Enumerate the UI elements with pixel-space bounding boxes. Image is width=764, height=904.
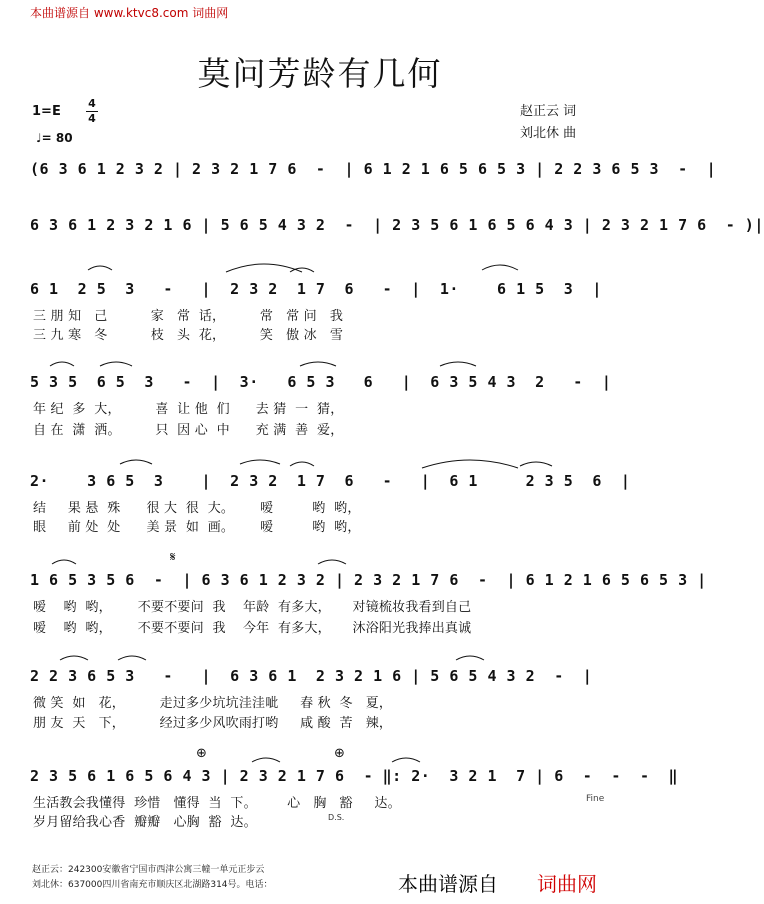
lyric-line: 生活教会我懂得 珍惜 懂得 当 下。 心 胸 豁 达。 — [33, 796, 401, 811]
slur — [226, 264, 302, 272]
song-title: 莫问芳龄有几何 — [197, 54, 443, 93]
ds-label: D.S. — [328, 813, 345, 822]
slur — [100, 362, 132, 366]
slur — [60, 656, 88, 660]
fine-label: Fine — [586, 794, 605, 804]
lyric-line: 自 在 潇 洒。 只 因 心 中 充 满 善 爱， — [33, 423, 344, 438]
slur — [120, 460, 152, 464]
lyric-line: 三 九 寒 冬 枝 头 花， 笑 傲 冰 雪 — [33, 328, 344, 343]
slur — [456, 656, 484, 660]
slur — [240, 460, 280, 464]
watermark-right: 词曲网 — [537, 872, 597, 896]
coda-icon: ⊕ — [334, 746, 345, 761]
slur — [520, 462, 552, 466]
site-header: 本曲谱源自 www.ktvc8.com 词曲网 — [30, 6, 229, 20]
slur — [252, 758, 280, 762]
lyric-line: 嗳 哟 哟， 不要不要问 我 今年 有多大， 沐浴阳光我捧出真诚 — [33, 621, 472, 636]
slur — [300, 362, 336, 366]
lyric-line: 微 笑 如 花， 走过多少坑坑洼洼呲 春 秋 冬 夏， — [33, 696, 393, 711]
slur — [392, 758, 420, 762]
slur — [440, 362, 476, 366]
key-signature: 1=E — [32, 104, 61, 119]
score-line-1: (6 3 6 1 2 3 2 | 2 3 2 1 7 6 - | 6 1 2 1 6 5 6 5 3 | 2 2 3 6 5 3 - | — [30, 160, 717, 178]
score-line-8: 2 3 5 6 1 6 5 6 4 3 | 2 3 2 1 7 6 - ‖: 2· 3 2 1 7 | 6 - - - ‖ — [30, 767, 679, 785]
coda-icon: ⊕ — [196, 746, 207, 761]
composer-credit: 刘北休 曲 — [520, 126, 577, 141]
time-signature-bottom: 4 — [88, 112, 96, 125]
lyric-line: 眼 前 处 处 美 景 如 画。 嗳 哟 哟， — [33, 520, 361, 535]
slur — [118, 656, 146, 660]
lyric-line: 嗳 哟 哟， 不要不要问 我 年龄 有多大， 对镜梳妆我看到自己 — [33, 600, 472, 615]
score-line-6: 1 6 5 3 5 6 - | 6 3 6 1 2 3 2 | 2 3 2 1 7 6 - | 6 1 2 1 6 5 6 5 3 | — [30, 571, 707, 589]
score-line-4: 5 3 5 6 5 3 - | 3· 6 5 3 6 | 6 3 5 4 3 2 - | — [30, 373, 612, 391]
score-line-7: 2 2 3 6 5 3 - | 6 3 6 1 2 3 2 1 6 | 5 6 5 4 3 2 - | — [30, 667, 593, 685]
score-line-2: 6 3 6 1 2 3 2 1 6 | 5 6 5 4 3 2 - | 2 3 5 6 1 6 5 6 4 3 | 2 3 2 1 7 6 - )| — [30, 216, 764, 234]
slur — [88, 266, 112, 270]
time-signature-top: 4 — [88, 97, 96, 110]
tempo-marking: ♩= 80 — [36, 131, 73, 145]
slur — [290, 462, 314, 466]
slur — [50, 362, 74, 366]
watermark-left: 本曲谱源自 — [398, 872, 498, 896]
lyric-line: 年 纪 多 大， 喜 让 他 们 去 猜 一 猜， — [33, 402, 344, 417]
score-line-3: 6 1 2 5 3 - | 2 3 2 1 7 6 - | 1· 6 1 5 3 | — [30, 280, 602, 298]
slur — [52, 560, 76, 564]
slur — [422, 460, 518, 468]
slur — [318, 560, 346, 564]
segno-icon: 𝄋 — [170, 550, 176, 565]
slur — [482, 265, 518, 270]
lyric-line: 结 果 悬 殊 很 大 很 大。 嗳 哟 哟， — [33, 501, 361, 516]
footer-address: 赵正云：242300安徽省宁国市西津公寓三幢一单元正步云 — [32, 865, 265, 875]
lyric-line: 三 朋 知 己 家 常 话， 常 常 问 我 — [33, 309, 344, 324]
footer-address: 刘北休：637000四川省南充市顺庆区北湖路314号。电话： — [32, 880, 273, 890]
score-line-5: 2· 3 6 5 3 | 2 3 2 1 7 6 - | 6 1 2 3 5 6 | — [30, 472, 631, 490]
lyric-line: 岁月留给我心香 瓣瓣 心胸 豁 达。 — [33, 815, 257, 830]
lyricist-credit: 赵正云 词 — [520, 104, 577, 119]
lyric-line: 朋 友 天 下， 经过多少风吹雨打哟 咸 酸 苦 辣， — [33, 716, 393, 731]
